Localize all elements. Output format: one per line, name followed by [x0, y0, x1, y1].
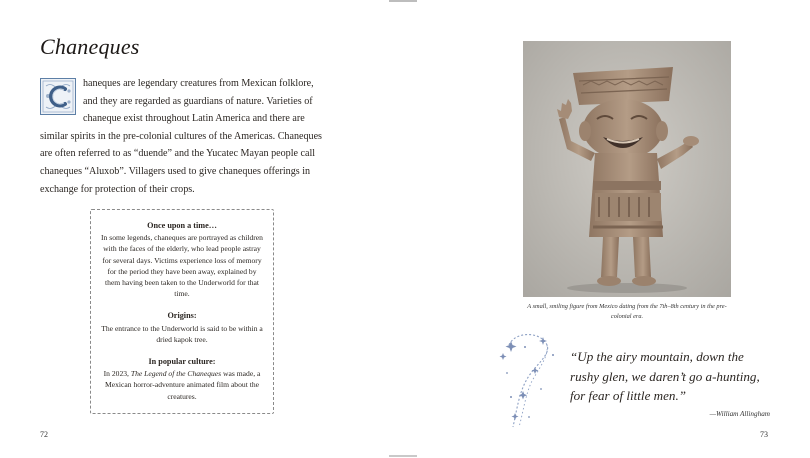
- box-heading-once: Once upon a time…: [147, 221, 217, 230]
- page-number-right: 73: [760, 430, 768, 439]
- clay-figure-photo: [523, 41, 731, 297]
- page-title: Chaneques: [40, 34, 140, 59]
- box-heading-culture: In popular culture:: [148, 357, 216, 367]
- page-tab-top: [389, 0, 417, 2]
- quote-attribution: —William Allingham: [709, 410, 770, 418]
- box-text-culture: [100, 368, 264, 402]
- sparkle-star-wand-icon: [495, 327, 567, 431]
- page-tab-bottom: [389, 455, 417, 457]
- intro-paragraph: [40, 75, 330, 198]
- photo-caption: A small, smiling figure from Mexico dating from the 7th–8th century in the pre-colonial era.: [527, 303, 727, 320]
- film-title: The Legend of the Chaneques: [130, 369, 222, 379]
- culture-text-pre: In 2023,: [103, 369, 131, 379]
- box-text-once: In some legends, chaneques are portrayed as children with the faces of the elderly, who lead people astray for several days. Victims experience loss of memory for the period they have been away, explained by them having been taken to the Underworld for that time.: [101, 233, 263, 299]
- page-number-left: 72: [40, 430, 48, 439]
- intro-text: haneques are legendary creatures from Mexican folklore, and they are regarded as guardians of nature. Varieties of chaneque exist throughout Latin America and there are similar spirits in the pre-colonial cultures of the Americas. Chaneques are often referred to as “duende” and the Yucatec Mayan people call chaneques “Aluxob”. Villagers used to give chaneques offerings in exchange for protection of their crops.: [40, 78, 322, 195]
- culture-text-post: was made, a Mexican horror-adventure animated film about the creatures.: [105, 369, 261, 401]
- pull-quote: “Up the airy mountain, down the rushy glen, we daren’t go a-hunting, for fear of little men.”: [570, 349, 760, 403]
- info-box: [90, 209, 274, 414]
- ornate-dropcap-c-icon: [40, 78, 76, 115]
- box-text-origins: The entrance to the Underworld is said to be within a dried kapok tree.: [101, 323, 263, 344]
- box-heading-origins: Origins:: [167, 311, 197, 321]
